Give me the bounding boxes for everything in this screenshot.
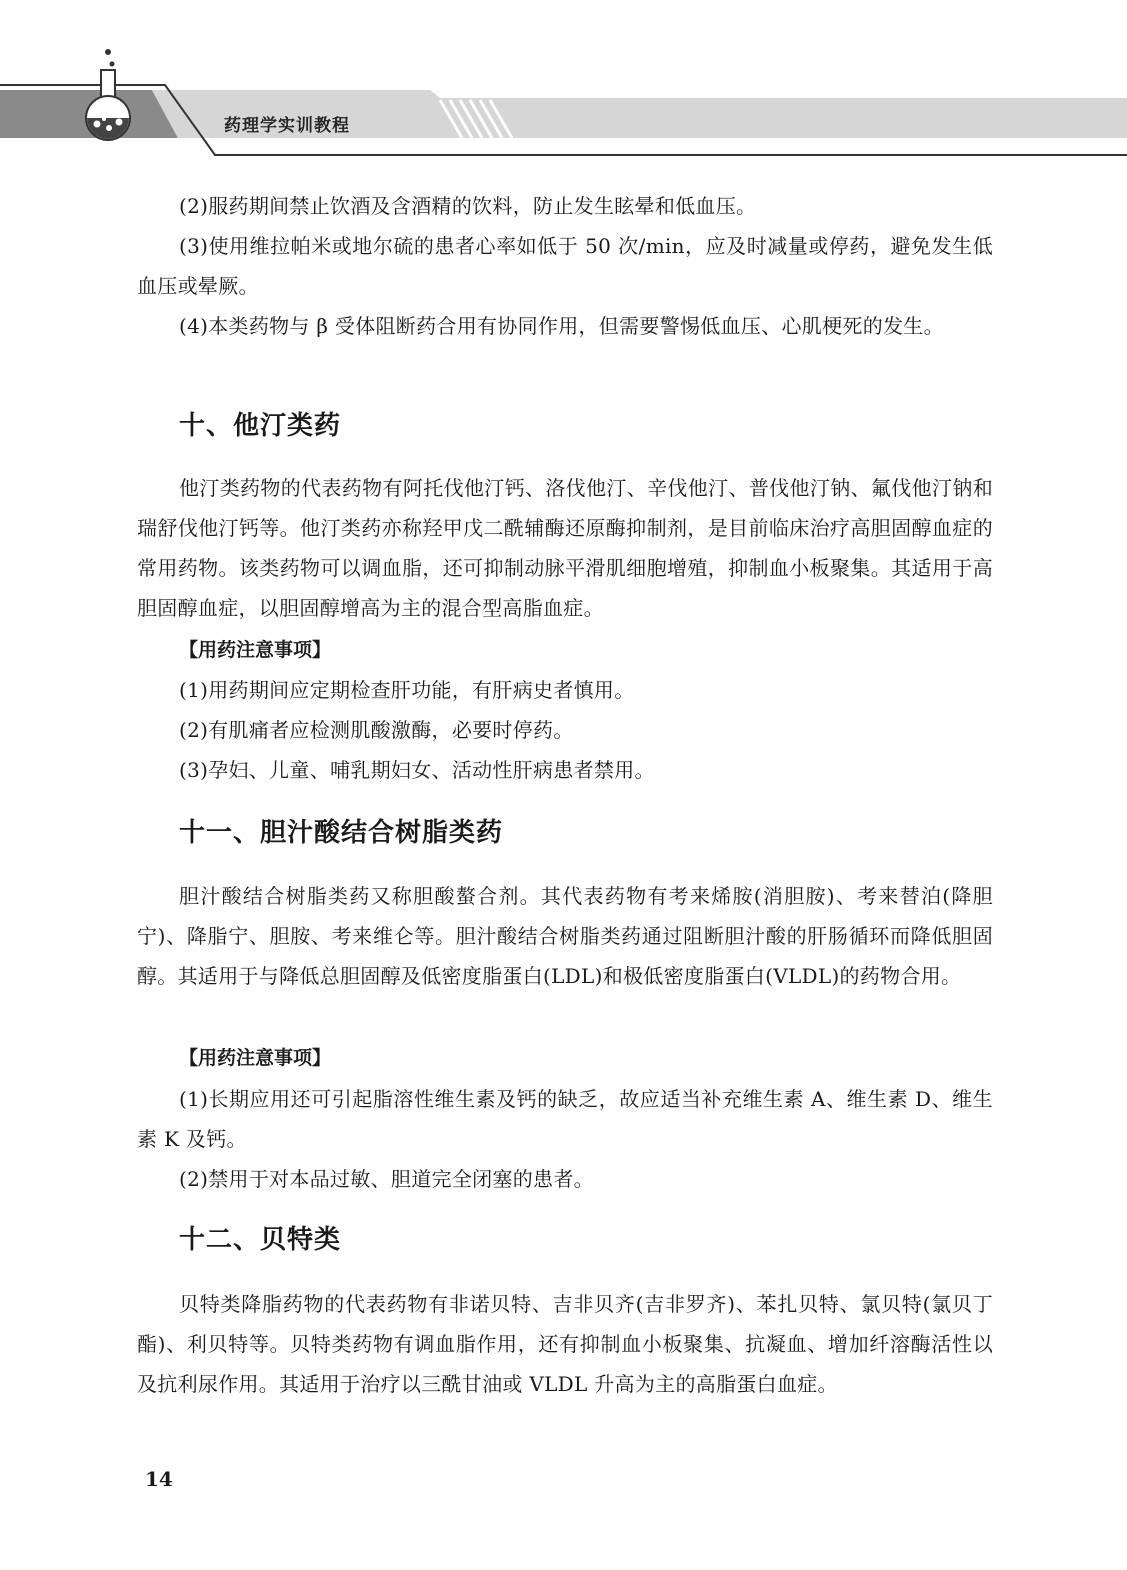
section-10-note-2: (2)有肌痛者应检测肌酸激酶，必要时停药。 — [179, 718, 574, 742]
page-header — [0, 0, 1127, 165]
section-10-body: 他汀类药物的代表药物有阿托伐他汀钙、洛伐他汀、辛伐他汀、普伐他汀钠、氟伐他汀钠和瑞舒伐他汀钙等。他汀类药亦称羟甲戊二酰辅酶还原酶抑制剂，是目前临床治疗高胆固醇血症的常用药物。该类药物可以调血脂，还可抑制动脉平滑肌细胞增殖，抑制血小板聚集。其适用于高胆固醇血症，以胆固醇增高为主的混合型高脂血症。 — [137, 476, 993, 620]
book-title: 药理学实训教程 — [224, 116, 350, 136]
section-10-title: 十、他汀类药 — [179, 411, 342, 441]
section-10-note-3: (3)孕妇、儿童、哺乳期妇女、活动性肝病患者禁用。 — [179, 758, 655, 782]
section-10-note-1: (1)用药期间应定期检查肝功能，有肝病史者慎用。 — [179, 678, 635, 702]
page-number: 14 — [145, 1467, 173, 1491]
section-11-title: 十一、胆汁酸结合树脂类药 — [179, 818, 504, 848]
section-11-note-1: (1)长期应用还可引起脂溶性维生素及钙的缺乏，故应适当补充维生素 A、维生素 D、维生素 K 及钙。 — [137, 1087, 993, 1151]
section-10-notes-title: 【用药注意事项】 — [179, 639, 332, 661]
section-12-body: 贝特类降脂药物的代表药物有非诺贝特、吉非贝齐(吉非罗齐)、苯扎贝特、氯贝特(氯贝丁酯)、利贝特等。贝特类药物有调血脂作用，还有抑制血小板聚集、抗凝血、增加纤溶酶活性以及抗利尿作用。其适用于治疗以三酰甘油或 VLDL 升高为主的高脂蛋白血症。 — [137, 1292, 993, 1396]
section-12-title: 十二、贝特类 — [179, 1225, 342, 1255]
paragraph-ccb-note-3: (3)使用维拉帕米或地尔硫的患者心率如低于 50 次/min，应及时减量或停药，避免发生低血压或晕厥。 — [137, 234, 993, 298]
paragraph-ccb-note-4: (4)本类药物与 β 受体阻断药合用有协同作用，但需要警惕低血压、心肌梗死的发生。 — [179, 314, 944, 338]
header-decoration — [0, 0, 1127, 165]
section-11-notes-title: 【用药注意事项】 — [179, 1047, 332, 1069]
section-11-note-2: (2)禁用于对本品过敏、胆道完全闭塞的患者。 — [179, 1167, 594, 1191]
paragraph-ccb-note-2: (2)服药期间禁止饮酒及含酒精的饮料，防止发生眩晕和低血压。 — [179, 194, 757, 218]
section-11-body: 胆汁酸结合树脂类药又称胆酸螯合剂。其代表药物有考来烯胺(消胆胺)、考来替泊(降胆宁)、降脂宁、胆胺、考来维仑等。胆汁酸结合树脂类药通过阻断胆汁酸的肝肠循环而降低胆固醇。其适用于与降低总胆固醇及低密度脂蛋白(LDL)和极低密度脂蛋白(VLDL)的药物合用。 — [137, 884, 993, 988]
